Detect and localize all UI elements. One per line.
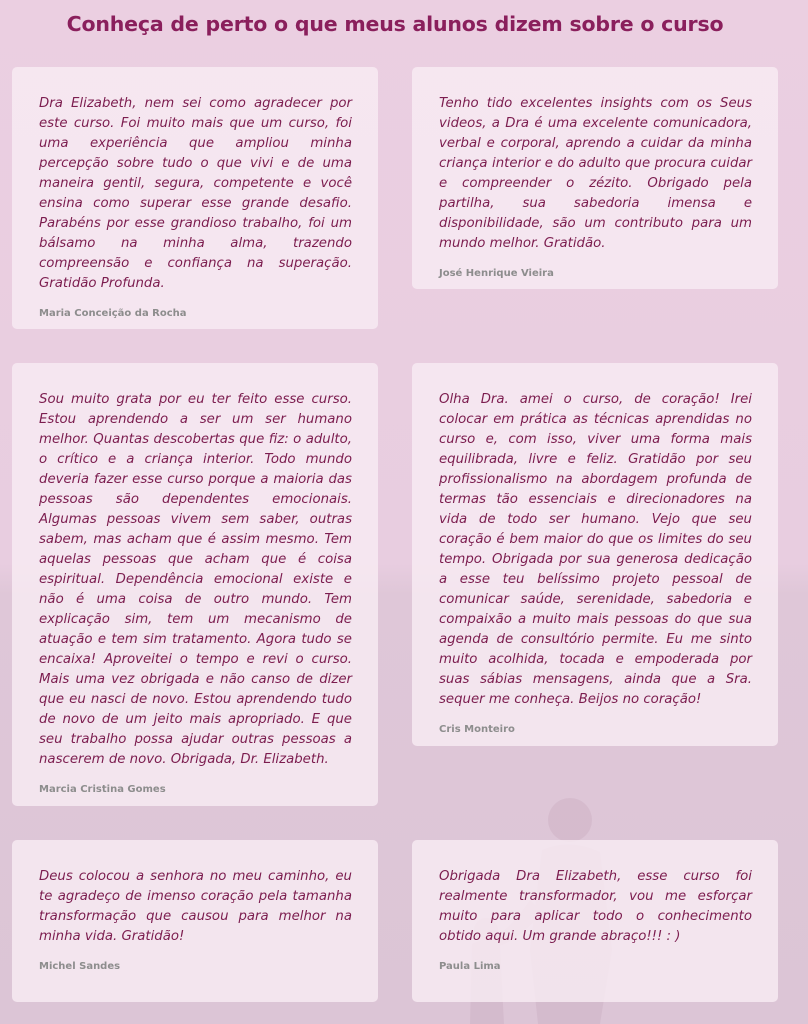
testimonial-author: Paula Lima — [439, 961, 501, 972]
testimonial-author: José Henrique Vieira — [439, 268, 554, 279]
testimonial-author: Marcia Cristina Gomes — [39, 784, 166, 795]
testimonial-card — [412, 67, 778, 289]
testimonial-card — [412, 363, 778, 746]
testimonial-quote: Obrigada Dra Elizabeth, esse curso foi realmente transformador, vou me esforçar muito para aplicar todo o conhecimento obtido aqui. Um grande abraço!!! : ) — [439, 869, 752, 944]
testimonial-card — [12, 840, 378, 1002]
testimonial-quote: Tenho tido excelentes insights com os Seus videos, a Dra é uma excelente comunicadora, verbal e corporal, aprendo a cuidar da minha criança interior e do adulto que procura cuidar e compreender o zézito. Obrigado pela partilha, sua sabedoria imensa e disponibilidade, são um contributo para um mundo melhor. Gratidão. — [439, 96, 752, 251]
testimonial-author: Michel Sandes — [39, 961, 121, 972]
testimonial-quote: Olha Dra. amei o curso, de coração! Irei colocar em prática as técnicas aprendidas no curso e, com isso, viver uma forma mais equilibrada, livre e feliz. Gratidão por seu profissionalismo na abordagem profunda de termas tão essenciais e direcionadores na vida de todo ser humano. Vejo que seu coração é bem maior do que os limites do seu tempo. Obrigada por sua generosa dedicação a esse teu belíssimo projeto pessoal de comunicar saúde, serenidade, sabedoria e compaixão a muito mais pessoas do que sua agenda de consultório permite. Eu me sinto muito acolhida, tocada e empoderada por suas sábias mensagens, ainda que a Sra. sequer me conheça. Beijos no coração! — [439, 392, 752, 707]
testimonial-card — [412, 840, 778, 1002]
testimonial-author: Cris Monteiro — [439, 724, 515, 735]
testimonial-quote: Sou muito grata por eu ter feito esse curso. Estou aprendendo a ser um ser humano melhor. Quantas descobertas que fiz: o adulto, o crítico e a criança interior. Todo mundo deveria fazer esse curso porque a maioria das pessoas são dependentes emocionais. Algumas pessoas vivem sem saber, outras sabem, mas acham que é assim mesmo. Tem aquelas pessoas que acham que é coisa espiritual. Dependência emocional existe e não é uma coisa de outro mundo. Tem explicação sim, tem um mecanismo de atuação e tem sim tratamento. Agora tudo se encaixa! Aproveitei o tempo e revi o curso. Mais uma vez obrigada e não canso de dizer que eu nasci de novo. Estou aprendendo tudo de novo de um jeito mais apropriado. E que seu trabalho possa ajudar outras pessoas a nascerem de novo. Obrigada, Dr. Elizabeth. — [39, 392, 352, 767]
testimonial-quote: Deus colocou a senhora no meu caminho, eu te agradeço de imenso coração pela tamanha transformação que causou para melhor na minha vida. Gratidão! — [39, 869, 352, 944]
testimonial-card — [12, 67, 378, 329]
testimonial-card — [12, 363, 378, 806]
page-title: Conheça de perto o que meus alunos dizem sobre o curso — [66, 12, 724, 36]
testimonial-author: Maria Conceição da Rocha — [39, 308, 187, 319]
testimonial-quote: Dra Elizabeth, nem sei como agradecer por este curso. Foi muito mais que um curso, foi uma experiência que ampliou minha percepção sobre tudo o que vivi e de uma maneira gentil, segura, competente e você ensina como superar esse grande desafio. Parabéns por esse grandioso trabalho, foi um bálsamo na minha alma, trazendo compreensão e confiança na superação. Gratidão Profunda. — [39, 96, 352, 291]
